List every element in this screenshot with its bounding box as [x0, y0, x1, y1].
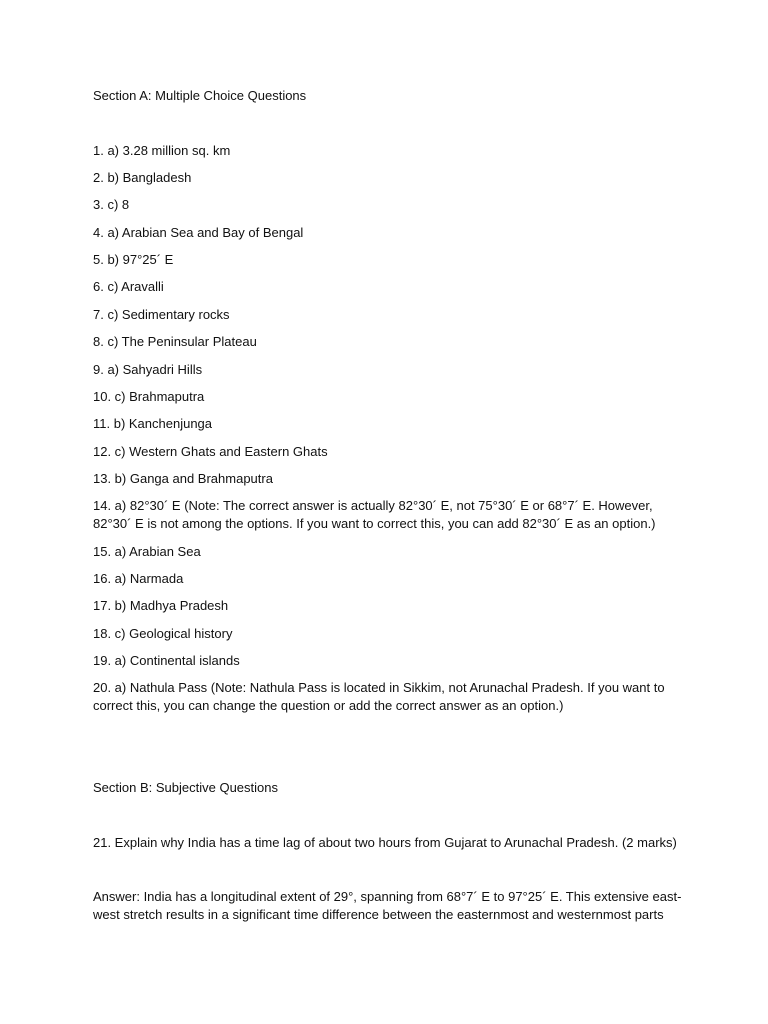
- answer-item-16: 16. a) Narmada: [93, 571, 184, 586]
- answer-item-11: 11. b) Kanchenjunga: [93, 416, 213, 431]
- section-b-heading: Section B: Subjective Questions: [93, 780, 278, 795]
- answer-item-18: 18. c) Geological history: [93, 626, 233, 641]
- answer-item-15: 15. a) Arabian Sea: [93, 544, 201, 559]
- answer-item-12: 12. c) Western Ghats and Eastern Ghats: [93, 444, 328, 459]
- answer-item-9: 9. a) Sahyadri Hills: [93, 362, 203, 377]
- answer-item-14: 14. a) 82°30´ E (Note: The correct answer is actually 82°30´ E, not 75°30´ E or 68°7´ E. However, 82°30´ E is not among the options. If you want to correct this, you can add 82°30´ E as an option.): [93, 498, 656, 531]
- answer-item-6: 6. c) Aravalli: [93, 279, 164, 294]
- answer-item-20: 20. a) Nathula Pass (Note: Nathula Pass is located in Sikkim, not Arunachal Pradesh. If you want to correct this, you can change the question or add the correct answer as an option.): [93, 680, 665, 713]
- answer-item-4: 4. a) Arabian Sea and Bay of Bengal: [93, 225, 304, 240]
- answer-item-7: 7. c) Sedimentary rocks: [93, 307, 230, 322]
- section-a-heading: Section A: Multiple Choice Questions: [93, 88, 307, 103]
- answer-item-13: 13. b) Ganga and Brahmaputra: [93, 471, 273, 486]
- answer-item-17: 17. b) Madhya Pradesh: [93, 598, 229, 613]
- answer-item-5: 5. b) 97°25´ E: [93, 252, 174, 267]
- answer-item-19: 19. a) Continental islands: [93, 653, 240, 668]
- answer-item-10: 10. c) Brahmaputra: [93, 389, 205, 404]
- answer-item-8: 8. c) The Peninsular Plateau: [93, 334, 257, 349]
- answer-item-1: 1. a) 3.28 million sq. km: [93, 143, 231, 158]
- question-21: 21. Explain why India has a time lag of about two hours from Gujarat to Arunachal Pradesh. (2 marks): [93, 835, 677, 850]
- answer-item-2: 2. b) Bangladesh: [93, 170, 192, 185]
- answer-item-3: 3. c) 8: [93, 197, 130, 212]
- answer-21: Answer: India has a longitudinal extent of 29°, spanning from 68°7´ E to 97°25´ E. This extensive east-west stretch results in a significant time difference between the easternmost and westernmost parts: [93, 889, 682, 922]
